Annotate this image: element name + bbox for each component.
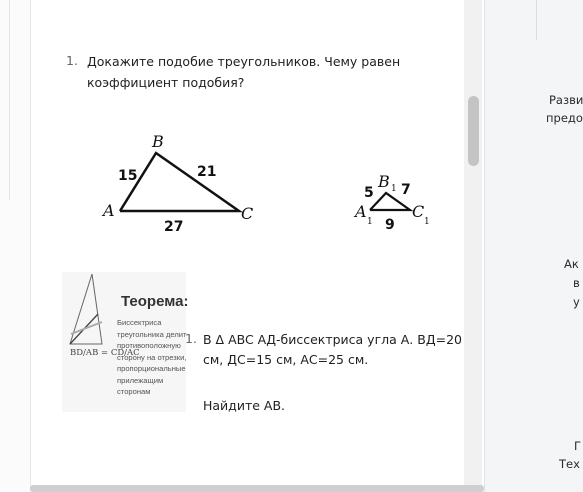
small-vertex-c-sub: 1 — [424, 217, 430, 227]
small-vertex-c: C — [412, 202, 425, 221]
sidebar-text-7: Тех — [559, 457, 580, 471]
big-side-ac: 27 — [164, 219, 184, 235]
theorem-body: Биссектриса треугольника делит противоположную сторону на отрезки, пропорциональные прилежащим сторонам — [117, 318, 187, 396]
theorem-title: Теорема: — [121, 293, 189, 310]
theorem-formula: BD/AB = CD/AC — [70, 348, 140, 358]
big-vertex-b: B — [152, 132, 164, 151]
big-vertex-c: C — [241, 204, 254, 223]
small-vertex-b: B — [378, 172, 390, 191]
small-vertex-a-sub: 1 — [367, 217, 373, 227]
small-vertex-b-sub: 1 — [391, 184, 397, 194]
sidebar-text-6: Г — [574, 439, 582, 453]
top-divider — [536, 0, 537, 40]
question2-number: 1. — [185, 331, 197, 346]
question2-text: В Δ ABC АД-биссектриса угла А. ВД=20 см, ДС=15 см, АС=25 см. — [203, 332, 462, 367]
big-side-bc: 21 — [197, 164, 217, 180]
right-sidebar — [484, 0, 583, 492]
sidebar-text-2: предо — [546, 111, 583, 125]
sidebar-text-4: в — [573, 276, 580, 290]
sidebar-text-3: Ак — [564, 257, 579, 271]
sidebar-text-1: Разви — [549, 93, 583, 107]
big-triangle-shape — [120, 153, 239, 211]
small-side-ac: 9 — [385, 217, 395, 233]
question2-ask: Найдите АВ. — [203, 398, 285, 413]
big-side-ab: 15 — [118, 168, 138, 184]
small-side-ab: 5 — [364, 185, 374, 201]
question1-number: 1. — [66, 53, 78, 68]
small-side-bc: 7 — [401, 182, 411, 198]
small-vertex-a: A — [355, 202, 367, 221]
question1-text: Докажите подобие треугольников. Чему равен коэффициент подобия? — [87, 54, 401, 90]
sidebar-text-5: у — [573, 295, 580, 309]
big-vertex-a: A — [103, 201, 115, 220]
